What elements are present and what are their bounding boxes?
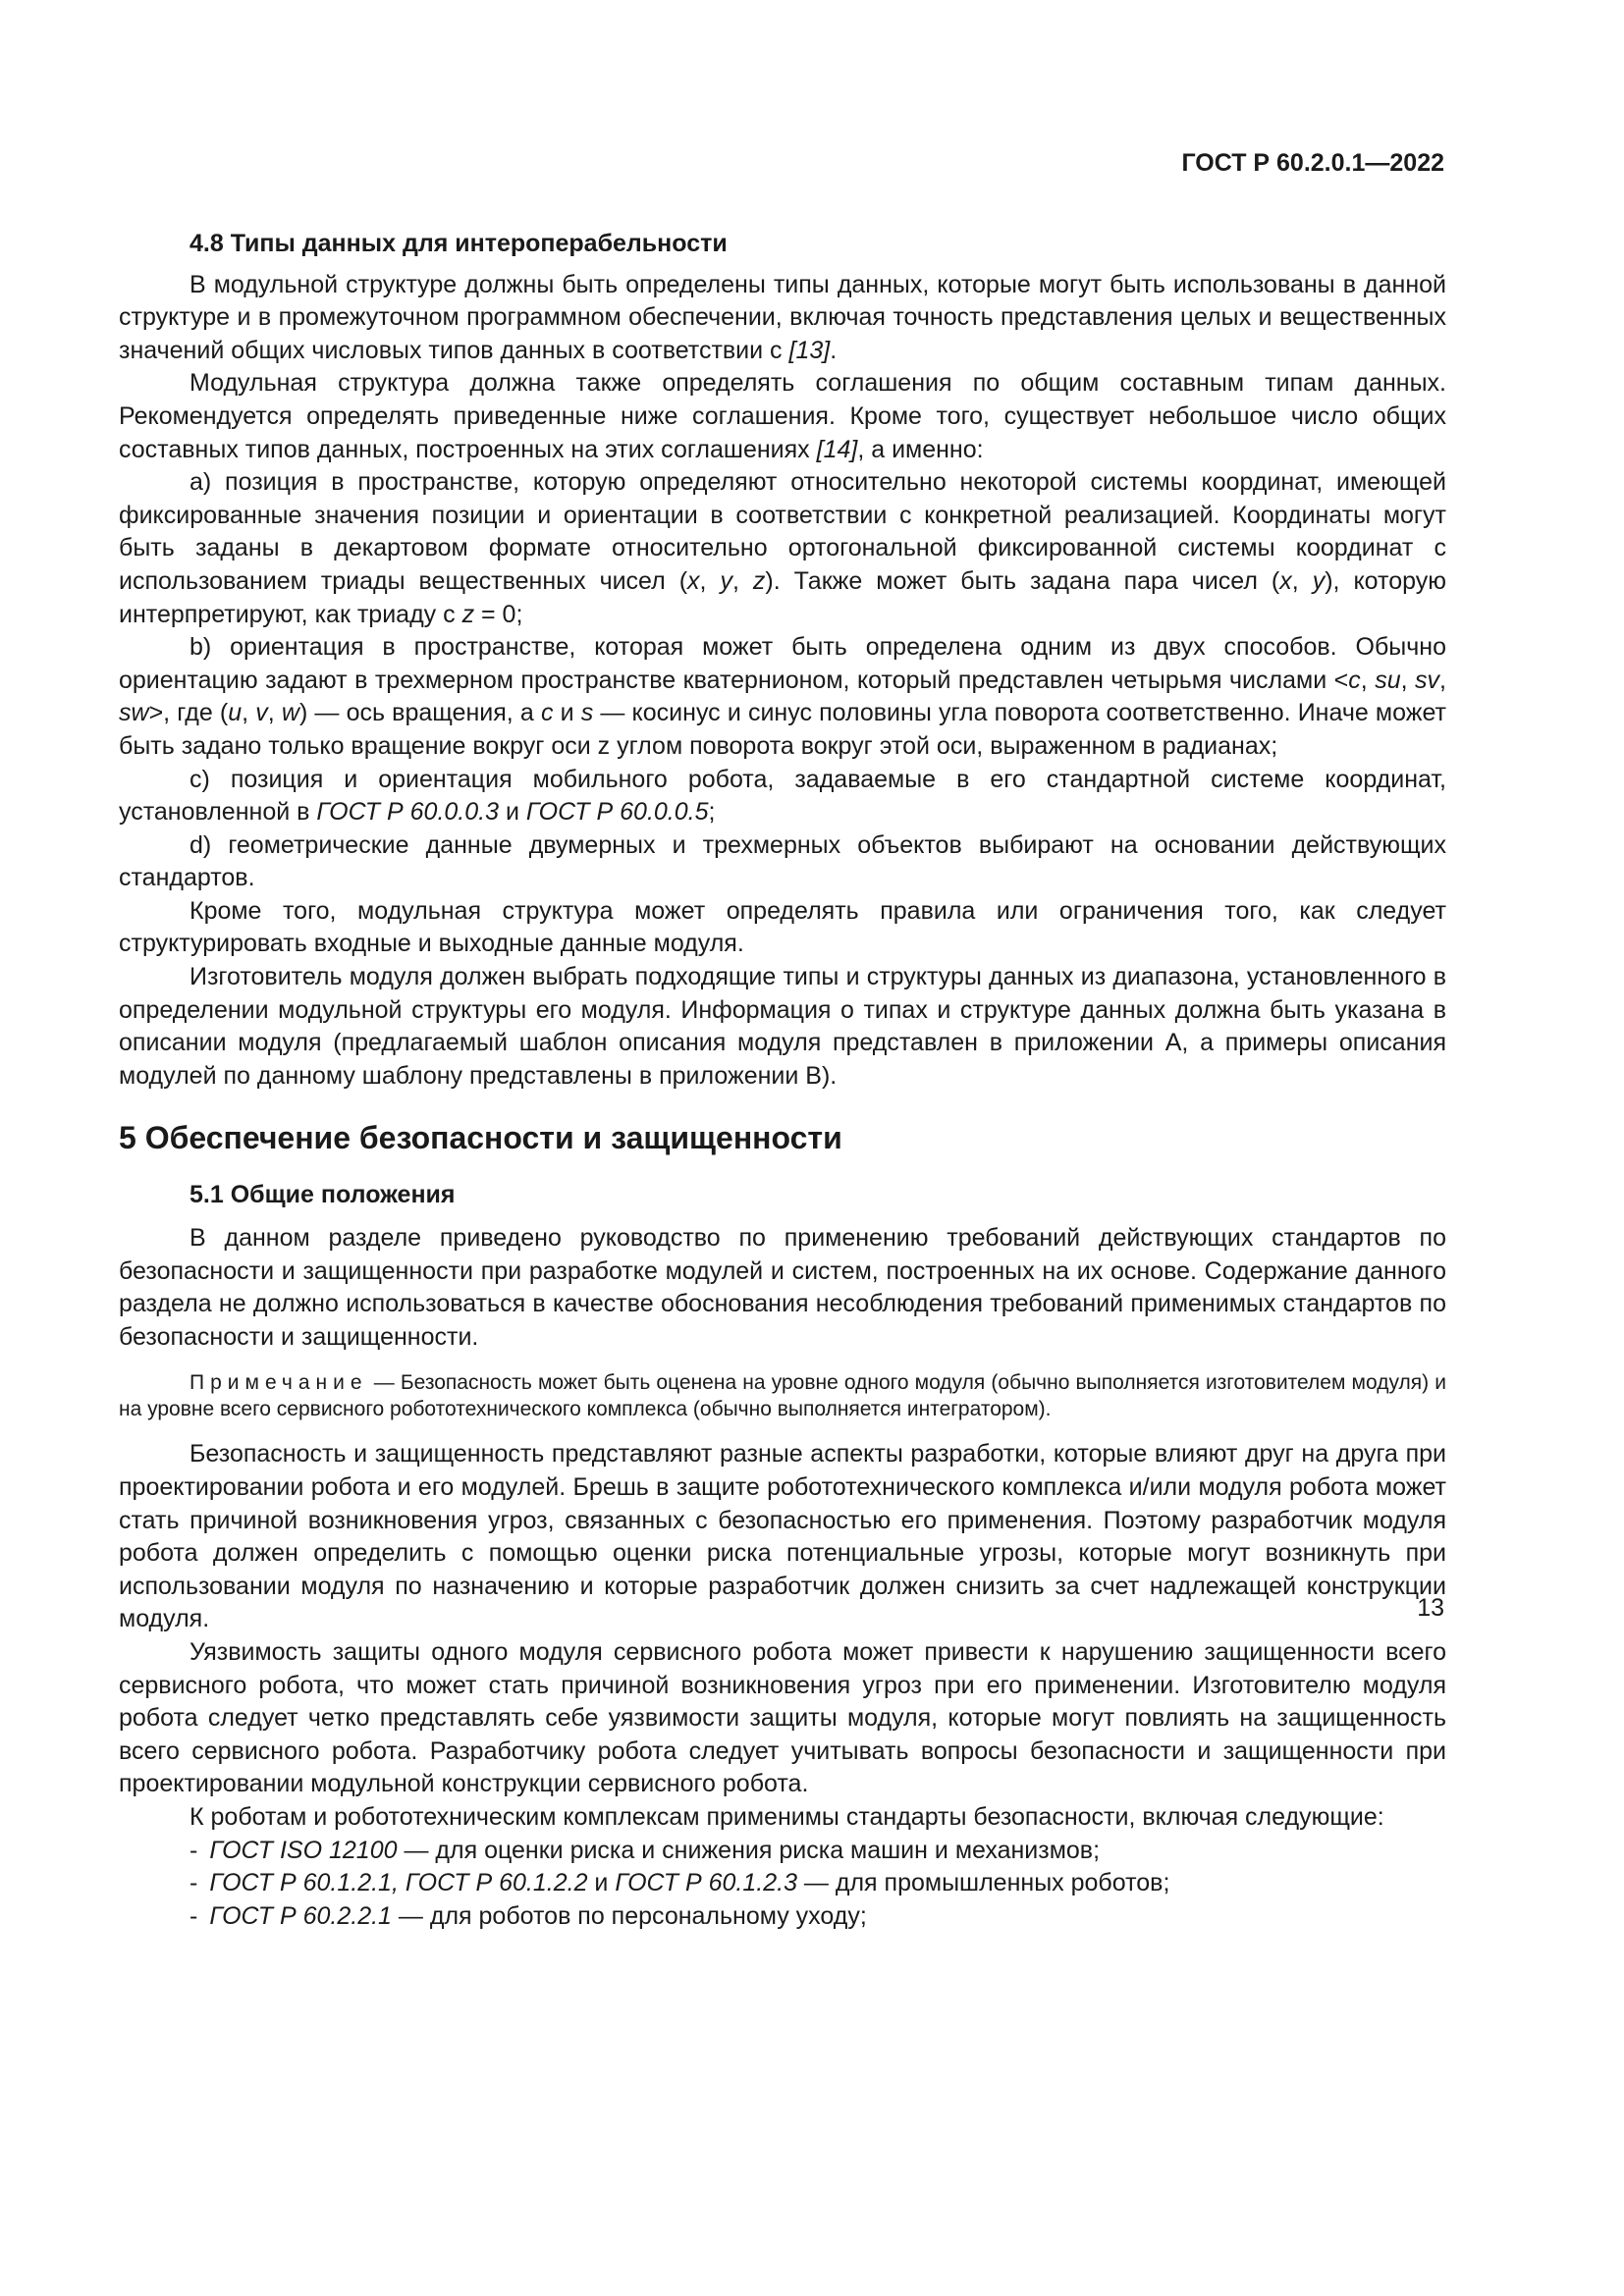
paragraph: Модульная структура должна также определять соглашения по общим составным типам данных. Рекомендуется определять приведенные ниже соглашения. Кроме того, существует небольшое число общих составных типов данных, построенных на этих соглашениях [14], а именно: xyxy=(119,369,1446,463)
reference: ГОСТ Р 60.1.2.1, ГОСТ Р 60.1.2.2 xyxy=(209,1869,588,1897)
list-item-a: a) позиция в пространстве, которую определяют относительно некоторой системы координат, имеющей фиксированные значения позиции и ориентации в соответствии с конкретной реализацией. Координаты могут быть заданы в декартовом формате относительно ортогональной фиксированной системы координат с использованием триады вещественных чисел (x, y, z). Также может быть задана пара чисел (x, y), которую интерпретируют, как триаду с z = 0; xyxy=(119,468,1446,628)
section-5-title: 5 Обеспечение безопасности и защищенности xyxy=(119,1120,842,1156)
section-4-8-title: 4.8 Типы данных для интероперабельности xyxy=(189,230,728,257)
list-item-d: d) геометрические данные двумерных и трехмерных объектов выбирают на основании действующих стандартов. xyxy=(119,830,1446,892)
paragraph: Уязвимость защиты одного модуля сервисного робота может привести к нарушению защищенности всего сервисного робота, что может стать причиной возникновения угроз при его применении. Изготовителю модуля робота следует четко представлять себе уязвимости защиты модуля, которые могут повлиять на защищенность всего сервисного робота. Разработчику робота следует учитывать вопросы безопасности и защищенности при проектировании модульной конструкции сервисного робота. xyxy=(119,1637,1446,1798)
reference: [13] xyxy=(788,336,831,364)
paragraph: В данном разделе приведено руководство по применению требований действующих стандартов по безопасности и защищенности при разработке модулей и систем, построенных на их основе. Содержание данного раздела не должно использоваться в качестве обоснования несоблюдения требований применимых стандартов по безопасности и защищенности. xyxy=(119,1224,1446,1351)
reference: ГОСТ Р 60.2.2.1 xyxy=(209,1901,392,1930)
reference: ГОСТ Р 60.0.0.5 xyxy=(525,798,709,827)
note-label: Примечание xyxy=(189,1371,368,1395)
paragraph: Изготовитель модуля должен выбрать подходящие типы и структуры данных из диапазона, установленного в определении модульной структуры его модуля. Информация о типах и структуре данных должна быть указана в описании модуля (предлагаемый шаблон описания модуля представлен в приложении А, а примеры описания модулей по данному шаблону представлены в приложении В). xyxy=(119,963,1446,1090)
reference: ГОСТ ISO 12100 xyxy=(209,1836,398,1864)
reference: ГОСТ Р 60.1.2.3 xyxy=(615,1869,797,1897)
reference: ГОСТ Р 60.0.0.3 xyxy=(316,798,499,827)
page-number: 13 xyxy=(1417,1594,1444,1622)
page-content xyxy=(119,228,1446,1933)
reference: [14] xyxy=(816,435,858,463)
paragraph: Безопасность и защищенность представляют разные аспекты разработки, которые влияют друг на друга при проектировании робота и его модулей. Брешь в защите робототехнического комплекса и/или модуля робота может стать причиной возникновения угроз, связанных с безопасностью его применения. Поэтому разработчик модуля робота должен определить с помощью оценки риска потенциальные угрозы, которые могут возникнуть при использовании модуля по назначению и которые разработчик должен снизить за счет надлежащей конструкции модуля. xyxy=(119,1440,1446,1633)
paragraph: Кроме того, модульная структура может определять правила или ограничения того, как следует структурировать входные и выходные данные модуля. xyxy=(119,896,1446,958)
list-item: - ГОСТ ISO 12100 — для оценки риска и снижения риска машин и механизмов; xyxy=(189,1836,1101,1864)
list-item-b: b) ориентация в пространстве, которая может быть определена одним из двух способов. Обычно ориентацию задают в трехмерном пространстве кватернионом, который представлен четырьмя числами <c, su, sv, sw>, где (u, v, w) — ось вращения, а c и s — косинус и синус половины угла поворота соответственно. Иначе может быть задано только вращение вокруг оси z углом поворота вокруг этой оси, выраженном в радианах; xyxy=(119,633,1446,760)
list-item: - ГОСТ Р 60.2.2.1 — для роботов по персональному уходу; xyxy=(189,1901,867,1930)
paragraph: В модульной структуре должны быть определены типы данных, которые могут быть использованы в данной структуре и в промежуточном программном обеспечении, включая точность представления целых и вещественных значений общих числовых типов данных в соответствии с [13]. xyxy=(119,270,1446,364)
list-item-c: c) позиция и ориентация мобильного робота, задаваемые в его стандартной системе координат, установленной в ГОСТ Р 60.0.0.3 и ГОСТ Р 60.0.0.5; xyxy=(119,765,1446,827)
note: Примечание — Безопасность может быть оценена на уровне одного модуля (обычно выполняется изготовителем модуля) и на уровне всего сервисного робототехнического комплекса (обычно выполняется интегратором). xyxy=(119,1371,1446,1421)
section-5-1-title: 5.1 Общие положения xyxy=(189,1181,456,1209)
standards-list xyxy=(119,1835,1446,1934)
document-id: ГОСТ Р 60.2.0.1—2022 xyxy=(1181,149,1444,177)
paragraph: К роботам и робототехническим комплексам применимы стандарты безопасности, включая следующие: xyxy=(189,1802,1384,1831)
list-item: - ГОСТ Р 60.1.2.1, ГОСТ Р 60.1.2.2 и ГОСТ Р 60.1.2.3 — для промышленных роботов; xyxy=(189,1869,1170,1897)
